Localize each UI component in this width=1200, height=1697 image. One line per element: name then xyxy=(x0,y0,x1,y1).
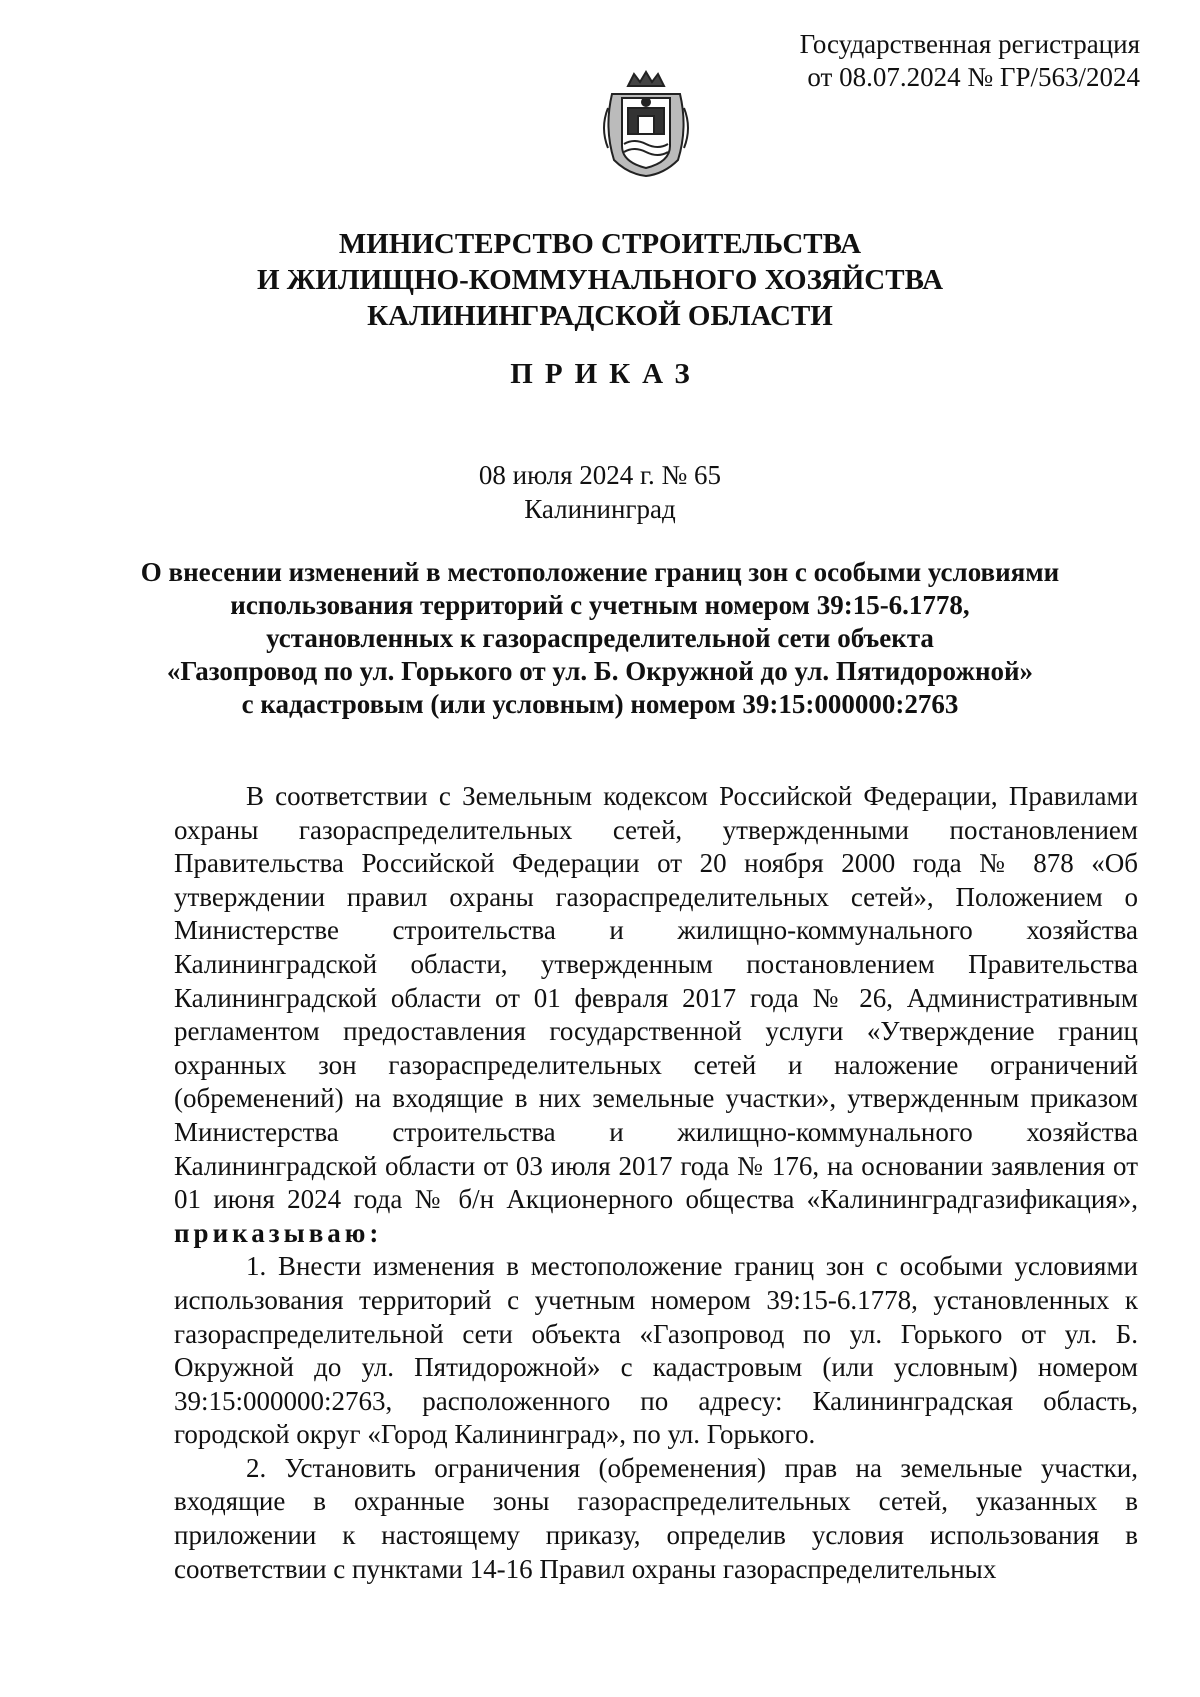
order-date-place xyxy=(0,458,1200,526)
preamble-text: В соответствии с Земельным кодексом Российской Федерации, Правилами охраны газораспределительных сетей, утвержденными постановлением Правительства Российской Федерации от 20 ноября 2000 года № 878 «Об утверждении правил охраны газораспределительных сетей», Положением о Министерстве строительства и жилищно-коммунального хозяйства Калининградской области, утвержденным постановлением Правительства Калининградской области от 01 февраля 2017 года № 26, Административным регламентом предоставления государственной услуги «Утверждение границ охранных зон газораспределительных сетей и наложение ограничений (обременений) на входящие в них земельные участки», утвержденным приказом Министерства строительства и жилищно-коммунального хозяйства Калининградской области от 03 июля 2017 года № 176, на основании заявления от 01 июня 2024 года № б/н Акционерного общества «Калининградгазификация», xyxy=(174,781,1138,1215)
subject-line-3: установленных к газораспределительной сети объекта xyxy=(266,623,934,653)
subject-line-2: использования территорий с учетным номером 39:15-6.1778, xyxy=(230,590,970,620)
order-title: ПРИКАЗ xyxy=(510,358,702,390)
preamble-paragraph xyxy=(174,780,1138,1250)
subject-line-5: с кадастровым (или условным) номером 39:15:000000:2763 xyxy=(241,689,959,719)
ministry-line-2: И ЖИЛИЩНО-КОММУНАЛЬНОГО ХОЗЯЙСТВА xyxy=(256,264,944,296)
order-place: Калининград xyxy=(524,494,676,524)
item-1-paragraph: 1. Внести изменения в местоположение границ зон с особыми условиями использования территорий с учетным номером 39:15-6.1778, установленных к газораспределительной сети объекта «Газопровод по ул. Горького от ул. Б. Окружной до ул. Пятидорожной» с кадастровым (или условным) номером 39:15:000000:2763, расположенного по адресу: Калининградская область, городской округ «Город Калининград», по ул. Горького. xyxy=(174,1251,1138,1450)
ministry-line-3: КАЛИНИНГРАДСКОЙ ОБЛАСТИ xyxy=(367,300,833,332)
order-date-number: 08 июля 2024 г. № 65 xyxy=(478,460,722,490)
order-body xyxy=(174,780,1138,1586)
registration-line-1: Государственная регистрация xyxy=(799,29,1140,59)
subject-line-1: О внесении изменений в местоположение границ зон с особыми условиями xyxy=(140,557,1060,587)
ministry-name xyxy=(0,226,1200,334)
coat-of-arms-emblem xyxy=(598,68,694,180)
subject-line-4: «Газопровод по ул. Горького от ул. Б. Окружной до ул. Пятидорожной» xyxy=(166,656,1034,686)
ministry-line-1: МИНИСТЕРСТВО СТРОИТЕЛЬСТВА xyxy=(338,228,862,260)
state-registration xyxy=(800,28,1140,94)
order-command: приказываю: xyxy=(174,1217,383,1248)
registration-line-2: от 08.07.2024 № ГР/563/2024 xyxy=(807,62,1140,92)
item-2-paragraph: 2. Установить ограничения (обременения) прав на земельные участки, входящие в охранные зоны газораспределительных сетей, указанных в приложении к настоящему приказу, определив условия использования в соответствии с пунктами 14-16 Правил охраны газораспределительных xyxy=(174,1452,1138,1584)
order-subject xyxy=(0,556,1200,721)
